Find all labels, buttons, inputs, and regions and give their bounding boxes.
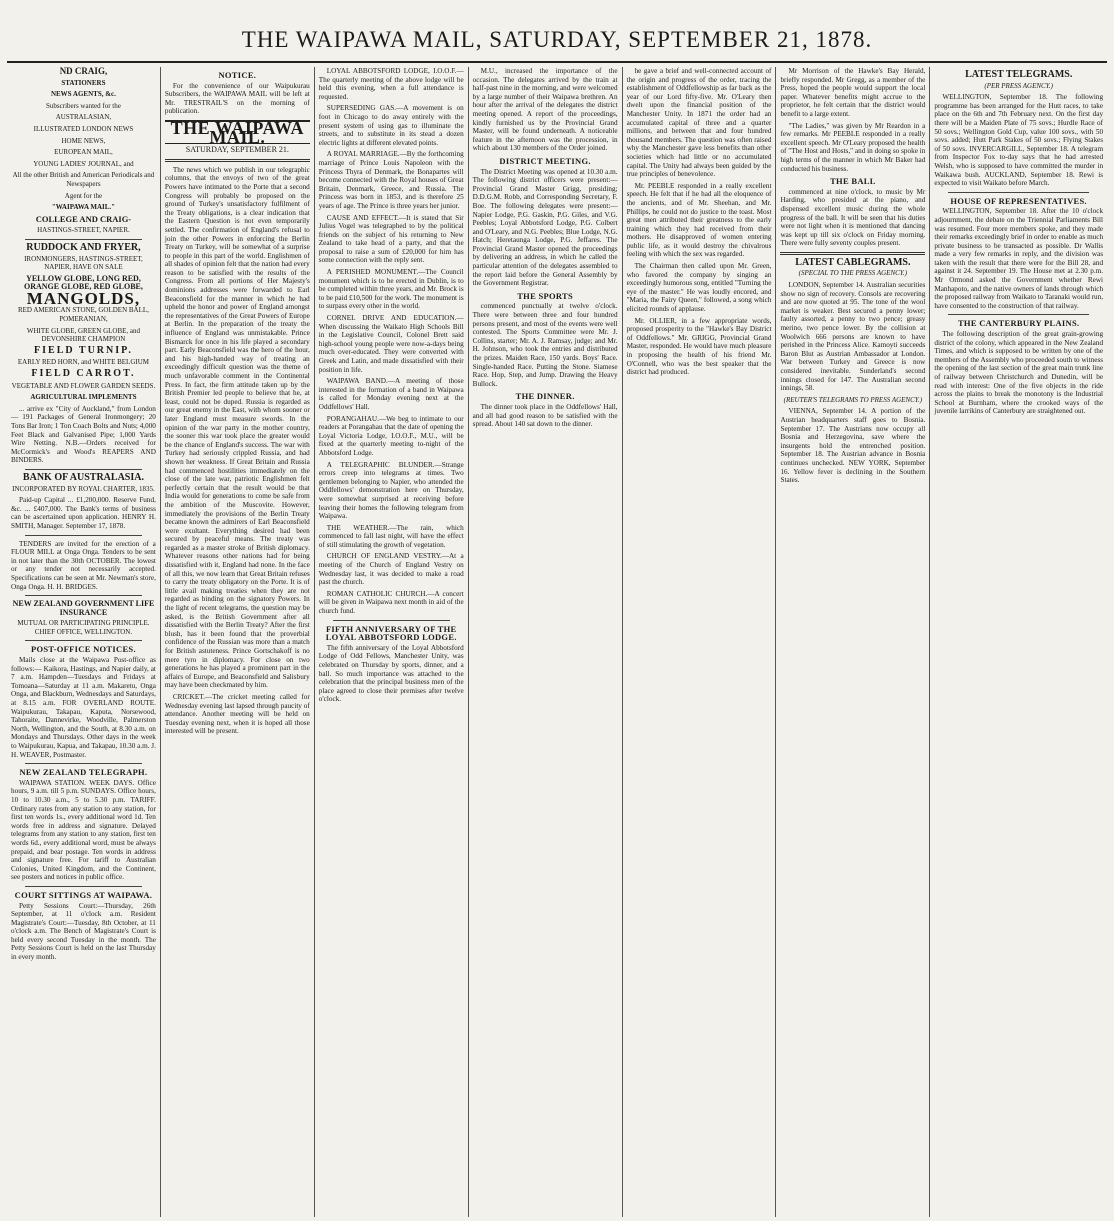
ad-heading: RUDDOCK AND FRYER, xyxy=(26,241,141,253)
news-item: PORANGAHAU.—We beg to intimate to our readers at Porangahau that the date of opening the Loyal Victoria Lodge, I.O.O.F., M.U., will be fixed at the quarterly meeting to-night of the Abbotsford Lodge. xyxy=(318,414,464,457)
divider xyxy=(25,239,142,240)
section-body: VIENNA, September 14. A portion of the Austrian headquarters staff goes to Bosnia. September 17. The Austrians now occupy all Bosnia and Herzegovina, save where the insurgents hold the entrenched position. September 18. The Austrian advance in Bosnia continues unchecked. NEW YORK, September 16. Yellow fever is declining in the Southern States. xyxy=(780,407,926,485)
ad-line: HOME NEWS, xyxy=(61,136,106,145)
divider xyxy=(25,469,142,470)
ad-line: WHITE GLOBE, GREEN GLOBE, and DEVONSHIRE CHAMPION xyxy=(26,326,141,344)
section-heading: LATEST TELEGRAMS. xyxy=(965,69,1073,80)
divider xyxy=(165,159,310,162)
ad-body: Paid-up Capital ... £1,200,000. Reserve Fund, &c. ... £407,000. The Bank's terms of business can be ascertained upon application. HENRY H. SMITH, Manager. September 17, 1878. xyxy=(11,496,156,530)
leader-article: The news which we publish in our telegraphic columns, that the envoys of two of the great Powers have intimated to the Porte that a second Congress will probably be proposed on the ground of Turkey's unsatisfactory fulfilment of the Treaty obligations, is a clear indication that the Eastern Question is not even temporarily settled. The confirmation of England's refusal to join the other Powers in enforcing the Berlin Treaty on Turkey, will be somewhat of a surprise to people in this part of the world. Englishmen of all shades of opinion felt that the nation had every reason to be satisfied with the results of the Congress. From all portions of Her Majesty's dominions addresses were forwarded to Earl Beaconsfield for the manner in which he had upheld the honor and power of England amongst the representatives of the Great Powers of Europe at Berlin. In the preparation of the treaty the influence of England was unmistakable. Prince Bismarck for once in his life played a secondary part. Early Beaconsfield was the hero of the hour, and his high-handed way of treating an exceedingly difficult question was the theme of much unfavorable comment in the Continental Press. In fact, the firm attitude taken up by the British Premier led people to believe that he, at least, could not be duped. Russia is regarded as our great enemy in the East, with whom sooner or later England must measure swords. In the opinion of the war party in the mother country, the sooner this war took place the greater would be the chance of England's success. The war with Turkey had seriously crippled Russia, and had shown her weakness. If Great Britain and Russia had commenced hostilities immediately on the close of the late war, patriotic Englishmen felt perfectly certain that the result would be that India would for generations to come be safe from the ambition of the Muscovite. However, immediately the provisions of the Berlin Treaty became known the admirers of Earl Beaconsfield were exultant. Everything desired had been secured by peaceful means. The treaty was regarded as a master stroke of British diplomacy. Whatever reasons other nations had for being dissatisfied with it, England had none. In the face of all this, we now learn that Great Britain refuses to carry the treaty obligatory on the Porte. It is of little avail making treaties when they are not regarded as binding on the signatory Powers. In the light of recent telegrams, the question may be asked, is the British Government after all dissatisfied with the Berlin Treaty? After the first blush, has it been found that the proverbial confidence of the Russian was more than a match for British astuteness. Prince Gortschakoff is no mere tyro in diplomacy. For close on two generations he has played a prominent part in the affairs of Europe, and Beaconsfield and Salisbury may have been checkmated by him. xyxy=(164,165,310,690)
ad-line: ND CRAIG, xyxy=(59,67,108,76)
news-item: WAIPAWA BAND.—A meeting of those interested in the formation of a band in Waipawa is called for Monday evening next at the Oddfellows' Hall. xyxy=(318,377,464,411)
divider xyxy=(948,314,1089,315)
ad-line: FIELD CARROT. xyxy=(31,368,136,380)
news-item: A ROYAL MARRIAGE.—By the forthcoming marriage of Prince Louis Napoleon with the Princess Thyra of Denmark, the Bonapartes will become connected with the Royal houses of Great Britain, Denmark, Greece, and Russia. The Princess was born in 1853, and is therefore 25 years of age. The Prince is three years her junior. xyxy=(318,150,464,210)
news-item: CAUSE AND EFFECT.—It is stated that Sir Julius Vogel was telegraphed to by the political friends on the subject of his returning to New Zealand to take head of a party, and that the proposal to raise a sum of £20,000 for him has some connection with the reply sent. xyxy=(318,213,464,265)
column-5 xyxy=(623,67,777,1217)
ad-line: All the other British and American Periodicals and Newspapers xyxy=(12,171,155,188)
columns xyxy=(7,67,1107,1217)
news-item: A TELEGRAPHIC BLUNDER.—Strange errors creep into telegrams at times. Two gentlemen belonging to Napier, who attended the Oddfellows' demonstration here on Thursday, were somewhat surprised at receiving before leaving their homes the following telegram from Waipawa. xyxy=(318,460,464,521)
article-body: he gave a brief and well-connected account of the origin and progress of the order, tracing the establishment of Oddfellowship as far back as the year of our Lord fifty-five. Mr. O'Leary then dwelt upon the financial position of the Manchester Unity. In 1871 the order had an accumulated capital of three and a quarter millions, and between that and four hundred thousand members. The question was often raised why the Manchester gave less benefits than other societies which had little or no accumulated capital. The Unity had always been guided by the true principles of benevolence. xyxy=(626,67,772,179)
ad-body: ... arrive ex "City of Auckland," from London — 191 Packages of General Ironmongery; 20 Tons Bar Iron; 1 Ton Coach Bolts and Nuts; 4,000 Feet Black and Galvanised Pipe; 1,000 Yards Wire Netting. N.B.—Orders received for McCormick's and Wood's REAPERS AND BINDERS. xyxy=(11,404,156,465)
section-heading: THE SPORTS xyxy=(517,290,574,301)
masthead: THE WAIPAWA MAIL, SATURDAY, SEPTEMBER 21, 1878. xyxy=(241,27,873,52)
section-body: The District Meeting was opened at 10.30 a.m. The following district officers were present:—Provincial Grand Master Grigg, presiding; D.D.G.M. Robb, and Corresponding Secretary, F. Boe. The following delegates were present:—Napier Lodge, P.G. Gaskin, P.G. Giles, and V.G. Peebles; Loyal Abbotsford Lodge, P.G. Colbert and O'Leary, and N.G. Peebles; Blue Lodge, N.G. Hatch; Heretaunga Lodge, P.G. Jeffares. The Provincial Grand Master opened the proceedings by delivering an address, in which he called the particular attention of the delegates assembled to the report laid before the General Assembly by the Government Registrar. xyxy=(472,167,618,288)
ad-body: TENDERS are invited for the erection of a FLOUR MILL at Onga Onga. Tenders to be sent in not later than the 30th OCTOBER. The lowest or any tender not necessarily accepted. Specifications can be seen at Mr. Newman's store, Onga Onga. H. H. BRIDGES. xyxy=(11,539,156,591)
article-body: The Chairman then called upon Mr. Green, who favored the company by singing an exceedingly humorous song, entitled "Turning the eye of the master." He was loudly encored, and "Maria, the Fairy Queen," followed, a song which elicited rounds of applause. xyxy=(626,262,772,314)
ad-line: INCORPORATED BY ROYAL CHARTER, 1835. xyxy=(12,484,155,493)
news-item: A PERISHED MONUMENT.—The Council monument which is to be erected in Dublin, is to be completed within three years, and Mr. Brock is to be paid £10,500 for the work. The monument is to surpass every other in the world. xyxy=(318,268,464,311)
ad-line: MUTUAL OR PARTICIPATING PRINCIPLE. CHIEF OFFICE, WELLINGTON. xyxy=(17,619,150,636)
news-item: THE WEATHER.—The rain, which commenced to fall last night, will have the effect of still stimulating the growth of vegetation. xyxy=(318,523,464,549)
divider xyxy=(25,886,142,887)
section-body: Petty Sessions Court:—Thursday, 26th September, at 11 o'clock a.m. Resident Magistrate's Court:—Tuesday, 8th October, at 11 o'clock a.m. The Bench of Magistrate's Court is held every second Tuesday in the month. The Petty Sessions Court is held on the last Thursday in every month. xyxy=(11,901,156,962)
newspaper-page xyxy=(7,5,1107,1211)
article-body: Mr. OLLIER, in a few appropriate words, proposed prosperity to the "Hawke's Bay District of Oddfellows." Mr. GRIGG, Provincial Grand Master, responded. He would have much pleasure in proposing the health of his friend Mr. O'Connell, who was the best speaker that the district had produced. xyxy=(626,316,772,377)
ad-heading: BANK OF AUSTRALASIA. xyxy=(22,471,144,483)
ad-line: YELLOW GLOBE, LONG RED, ORANGE GLOBE, RED GLOBE, xyxy=(23,273,143,292)
ad-line: RED AMERICAN STONE, GOLDEN BALL, POMERANIAN, xyxy=(17,306,149,324)
masthead-rule xyxy=(7,61,1107,63)
column-3 xyxy=(315,67,469,1217)
ad-line: "WAIPAWA MAIL." xyxy=(51,203,116,212)
news-item: SUPERSEDING GAS.—A movement is on foot in Chicago to do away entirely with the present system of using gas to illuminate the streets, and to substitute in its stead a dozen electric lights at different elevated points. xyxy=(318,104,464,147)
section-heading: HOUSE OF REPRESENTATIVES. xyxy=(950,195,1087,206)
section-subheading: (SPECIAL TO THE PRESS AGENCY.) xyxy=(798,269,908,278)
divider xyxy=(25,535,142,536)
ad-line: ILLUSTRATED LONDON NEWS xyxy=(33,124,134,133)
ad-heading: NEW ZEALAND GOVERNMENT LIFE INSURANCE xyxy=(12,599,155,617)
ad-line: IRONMONGERS, HASTINGS-STREET, NAPIER, HAVE ON SALE xyxy=(24,254,143,272)
column-1 xyxy=(7,67,161,1217)
section-body: commenced at nine o'clock, to music by Mr Harding, who presided at the piano, and dispensed excellent music during the whole progress of the ball. It will be seen that his duties were not light when it is mentioned that dancing was kept up till six o'clock on Friday morning. There were fully seventy couples present. xyxy=(780,187,926,248)
news-item: CRICKET.—The cricket meeting called for Wednesday evening last lapsed through paucity of attendance. Another meeting will be held on Tuesday evening next, when it is hoped all those interested will be present. xyxy=(164,692,310,736)
ad-line: AGRICULTURAL IMPLEMENTS xyxy=(30,393,137,402)
section-heading: COURT SITTINGS AT WAIPAWA. xyxy=(14,889,153,900)
news-item: CORNEL DRIVE AND EDUCATION.—When discussing the Waikato High Schools Bill in the Legislative Council, Colonel Brett said high-school young people were now-a-days being much over-educated. They were converted with Greek and Latin, and made dissatisfied with their position in life. xyxy=(318,314,464,374)
section-body: The fifth anniversary of the Loyal Abbotsford Lodge of Odd Fellows, Manchester Unity, was celebrated on Thursday by sports, dinner, and a ball. So much importance was attached to the celebration that the principal business men of the place agreed to close their premises after twelve o'clock. xyxy=(318,643,464,704)
ad-line: Agent for the xyxy=(64,191,103,200)
column-6 xyxy=(776,67,930,1217)
divider xyxy=(780,252,925,255)
section-heading: NEW ZEALAND TELEGRAPH. xyxy=(19,767,148,778)
ad-line: NEWS AGENTS, &c. xyxy=(50,90,116,99)
section-heading: THE DINNER. xyxy=(515,391,575,402)
divider xyxy=(25,595,142,596)
news-item: ROMAN CATHOLIC CHURCH.—A concert will be given in Waipawa next month in aid of the church fund. xyxy=(318,589,464,616)
article-body: "The Ladies," was given by Mr Reardon in a few remarks. Mr PEEBLE responded in a really excellent speech. Mr O'Leary proposed the health of "The Host and Hosts," and in doing so spoke in high terms of the manner in which Mr Baker had conducted his business. xyxy=(780,121,926,173)
section-body: WAIPAWA STATION. WEEK DAYS. Office hours, 9 a.m. till 5 p.m. SUNDAYS. Office hours, 10 to 10.30 a.m., 5 to 5.30 p.m. TARIFF. Ordinary rates from any station to any station, for first ten words 1s., every additional word 1d. Ten words free in address and signature. Delayed telegrams from any station to any station, first ten words 6d., every additional word, must be always prepaid, and bear postage. Ten words in address and signature free. For tariff to Australian Colonies, United Kingdom, and the Continent, see posters and notices in public office. xyxy=(11,778,156,882)
ad-line: FIELD TURNIP. xyxy=(34,344,133,356)
section-body: The dinner took place in the Oddfellows' Hall, and all had good reason to be satisfied with the spread. About 140 sat down to the dinner. xyxy=(472,402,618,429)
section-body: WELLINGTON, September 18. After the 10 o'clock adjournment, the debate on the Triennial Parliaments Bill was resumed. Four more members spoke, and they made their remarks exceedingly brief in order to enable as much private business to be transacted as possible. Dr Wallis made a very few remarks in reply, and the division was taken with the result that there were for the Bill 28, and against it 24. September 19. The House met at 2.30 p.m. Mr Ormond asked the Government whether Rewi Manhapoto, and the native owners of lands through which the proposed railway from Waikato to Taranaki would run, have consented to the construction of that railway. xyxy=(934,207,1104,310)
column-2 xyxy=(161,67,315,1217)
notice-heading: NOTICE. xyxy=(218,70,257,80)
column-4 xyxy=(469,67,623,1217)
ad-line: HASTINGS-STREET, NAPIER. xyxy=(37,226,130,235)
article-body: Mr Morrison of the Hawke's Bay Herald, briefly responded. Mr Gregg, as a member of the Press, hoped the people would support the local paper. Whatever benefits might accrue to the proprietor, he felt certain that the district would benefit to a large extent. xyxy=(780,67,926,118)
section-subheading: (REUTER'S TELEGRAMS TO PRESS AGENCY.) xyxy=(783,395,923,404)
divider xyxy=(333,620,450,621)
section-heading: THE CANTERBURY PLAINS. xyxy=(957,318,1080,329)
news-item: CHURCH OF ENGLAND VESTRY.—At a meeting of the Church of England Vestry on Wednesday last, it was decided to make a road past the church. xyxy=(318,552,464,587)
section-heading: FIFTH ANNIVERSARY OF THE LOYAL ABBOTSFORD LODGE. xyxy=(325,623,457,643)
ad-line: COLLEGE AND CRAIG- xyxy=(35,213,132,224)
section-heading: POST-OFFICE NOTICES. xyxy=(31,644,136,655)
ad-line: Subscribers wanted for the xyxy=(46,101,121,110)
column-7 xyxy=(930,67,1107,1217)
section-body: The following description of the great grain-growing district of the colony, which appeared in the New Zealand Times, and which is supposed to be written by one of the members of the Assembly who proceeded south to witness the opening of the last section of the great main trunk line of railway between Christchurch and Dunedin, will be read with interest: One of the five objects in the ride across the plains to break the monotony is the Industrial School at Burnham, where the crooked ways of the juvenile larrikins of Canterbury are straightened out. xyxy=(934,330,1104,416)
date-line: SATURDAY, SEPTEMBER 21. xyxy=(185,145,289,155)
divider xyxy=(25,640,142,641)
ad-line: AUSTRALASIAN, xyxy=(55,113,112,122)
article-body: Mr. PEEBLE responded in a really excellent speech. He felt that if he had all the eloquence of the ancients, and of Mr. Sheehan, and Mr. Phillips, he could not do justice to the toast. Most great men attributed their greatness to the early training which they had received from their mothers. He disapproved of women entering public life, as it would destroy the chivalrous feeling with which the sex was regarded. xyxy=(626,181,772,259)
section-heading: DISTRICT MEETING. xyxy=(499,155,591,166)
section-subheading: (PER PRESS AGENCY.) xyxy=(984,81,1054,90)
article-body: M.U., increased the importance of the occasion. The delegates arrived by the train at half-past nine in the morning, and were welcomed by a large number of their Waipawa brethren. An hour after the arrival of the delegates the district meeting opened. A report of the proceedings, kindly furnished us by the Provincial Grand Master, will be found underneath. A noticeable feature in the afternoon was the procession, in which about 130 members of the Order joined. xyxy=(472,67,618,153)
ad-line: STATIONERS xyxy=(61,78,106,87)
news-item: LOYAL ABBOTSFORD LODGE, I.O.O.F.—The quarterly meeting of the above lodge will be held this evening, when a full attendance is requested. xyxy=(318,67,464,101)
notice-body: For the convenience of our Waipukurau Subscribers, the WAIPAWA MAIL will be left at Mr. TRESTRAIL'S on the morning of publication. xyxy=(164,81,310,116)
ad-line: EUROPEAN MAIL, xyxy=(54,148,113,157)
section-body: LONDON, September 14. Australian securities show no sign of recovery. Consols are recovering and are now quoted at 95. The tone of the wool market is weaker. Best secured a penny lower; faulty assorted, a penny to two pence; greasy merino, two pence lower. By the collision at Woolwich 666 persons are known to have perished in the Princess Alice. Kamoyti succeeds Baron Blut as Austrian Ambassador at London. War between Turkey and Greece is now considered inevitable. Sunderland's second innings closed for 147. The Australian second innings, 58. xyxy=(780,281,926,393)
ad-heading-large: MANGOLDS, xyxy=(26,288,141,308)
ad-line: VEGETABLE AND FLOWER GARDEN SEEDS. xyxy=(11,381,156,390)
ad-line: EARLY RED HORN, and WHITE BELGIUM xyxy=(17,358,149,367)
section-heading: THE BALL xyxy=(830,176,876,187)
section-body: Mails close at the Waipawa Post-office as follows:— Kaikora, Hastings, and Napier daily, at 7 a.m. Hampden—Tuesdays and Fridays at Tomoana—Saturday at 11 a.m. Makaretu, Onga Onga, and Blackburn, Wednesdays and Saturdays, at 8.15 a.m. FOR OVERLAND ROUTE. Waipukurau, Takapau, Kaputa, Norsewood, Tahoraite, Dannevirke, Woodville, Palmerston North, Wellington, and the South, at 8.30 a.m. on Mondays and Thursdays. Other days in the week to Waipukurau, Kapua, and Takapau, 10.30 a.m. J. H. WEAVER, Postmaster. xyxy=(11,656,156,759)
section-body: WELLINGTON, September 18. The following programme has been arranged for the Hutt races, to take place on the 6th and 7th February next. On the first day there will be a Maiden Plate of 75 sovs.; Hurdle Race of 50 sovs.; Wellington Gold Cup, value 100 sovs., with 50 sovs. added; Hutt Park Stakes of 50 sovs.; Flying Stakes of 50 sovs. INVERCARGILL, September 18. A telegram from Inspector Fox to-day says that he had arrested Welsh, who is supposed to have committed the murder in Waikawa bush. AUCKLAND, September 18. Rewi is expected to visit Waikato before March. xyxy=(934,93,1104,188)
divider xyxy=(25,763,142,764)
ad-line: YOUNG LADIES' JOURNAL, and xyxy=(33,159,134,168)
divider xyxy=(948,192,1089,193)
section-body: commenced punctually at twelve o'clock. There were between three and four hundred persons present, and most of the events were well contested. The Sports Committee were Mr. J. Collins, starter; Mr. A. J. Ramsay, judge; and Mr. H. Johnson, who took the entries and distributed the prizes. Maiden Race, 150 yards. Boys' Race. Single-handed Race. Putting the Stone. Siamese Race. Hop, Step, and Jump. Drawing the Heavy Bullock. xyxy=(472,302,618,388)
section-heading: LATEST CABLEGRAMS. xyxy=(795,256,911,268)
paper-title: THE WAIPAWA MAIL. xyxy=(165,120,310,144)
